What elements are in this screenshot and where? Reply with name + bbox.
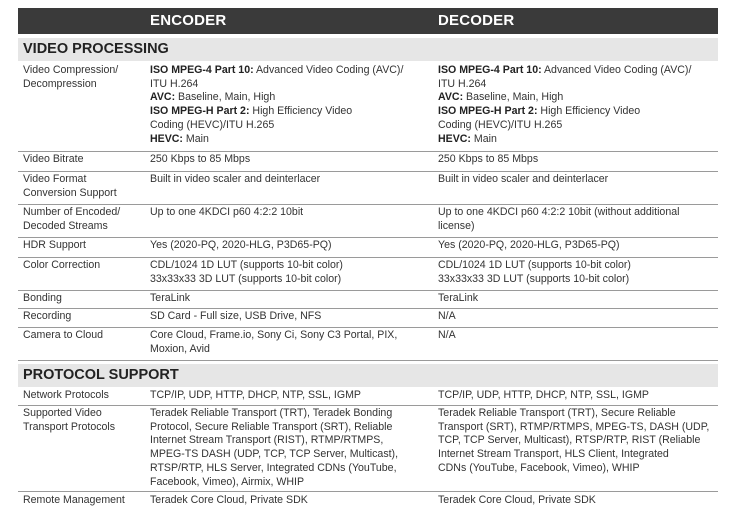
decoder-column-header: DECODER — [438, 12, 515, 29]
bold-term: HEVC: — [438, 132, 471, 145]
decoder-value-cell — [438, 292, 718, 306]
encoder-value-cell — [150, 206, 430, 220]
encoder-value-line: Up to one 4KDCI p60 4:2:2 10bit — [150, 206, 304, 218]
value-text: ITU H.264 — [438, 77, 487, 90]
spec-label-line: Decoded Streams — [23, 219, 108, 232]
decoder-value-cell — [438, 389, 718, 403]
encoder-value-cell — [150, 292, 430, 306]
value-text: Main — [182, 132, 209, 145]
spec-row-streams — [18, 205, 718, 238]
spec-label-line: HDR Support — [23, 239, 86, 251]
bold-term: AVC: — [438, 91, 464, 104]
spec-label-cell — [23, 494, 143, 508]
spec-label-cell — [23, 173, 143, 200]
encoder-value-cell — [150, 407, 430, 489]
spec-label-line: Recording — [23, 310, 72, 322]
spec-label-line: Camera to Cloud — [23, 329, 104, 341]
decoder-value-line: CDL/1024 1D LUT (supports 10-bit color) — [438, 259, 631, 271]
spec-label-line: Remote Management — [23, 494, 125, 506]
decoder-value-cell — [438, 206, 718, 233]
decoder-value-cell — [438, 329, 718, 343]
spec-label-line: Color Correction — [23, 259, 101, 271]
value-text: Baseline, Main, High — [175, 91, 276, 104]
spec-label-cell — [23, 64, 143, 91]
spec-row-format-conversion — [18, 172, 718, 205]
decoder-value-line: Internet Stream Transport, HLS Client, Integrated — [438, 448, 669, 461]
bold-term: ISO MPEG-H Part 2: — [150, 105, 250, 118]
decoder-value-line — [438, 78, 718, 92]
encoder-value-cell — [150, 329, 430, 356]
spec-row-video-bitrate — [18, 152, 718, 172]
spec-label-line: Video Format — [23, 173, 87, 185]
encoder-value-line — [150, 78, 430, 92]
encoder-value-line: TCP/IP, UDP, HTTP, DHCP, NTP, SSL, IGMP — [150, 389, 361, 401]
encoder-value-cell — [150, 259, 430, 286]
decoder-value-line: license) — [438, 219, 475, 232]
encoder-value-line: RTSP/RTP, HLS Server, Integrated CDNs (YouTube, — [150, 461, 397, 474]
spec-label-line: Network Protocols — [23, 389, 109, 401]
decoder-value-line: 33x33x33 3D LUT (supports 10-bit color) — [438, 272, 630, 285]
bold-term: HEVC: — [150, 132, 183, 145]
decoder-value-line — [438, 105, 718, 119]
spec-row-color-correction — [18, 258, 718, 291]
encoder-value-line: MPEG-TS DASH (UDP, TCP, TCP Server, Multicast), — [150, 448, 399, 461]
encoder-value-line: Yes (2020-PQ, 2020-HLG, P3D65-PQ) — [150, 239, 332, 251]
encoder-value-cell — [150, 310, 430, 324]
decoder-value-line: Built in video scaler and deinterlacer — [438, 173, 609, 185]
decoder-value-line: Up to one 4KDCI p60 4:2:2 10bit (without additional — [438, 206, 680, 218]
value-text: High Efficiency Video — [249, 105, 353, 118]
value-text: Baseline, Main, High — [463, 91, 564, 104]
decoder-value-line: TCP/IP, UDP, HTTP, DHCP, NTP, SSL, IGMP — [438, 389, 649, 401]
decoder-value-cell — [438, 494, 718, 508]
decoder-value-line: N/A — [438, 329, 456, 341]
decoder-value-line: Transport (SRT), RTMP/RTMPS, MPEG-TS, DASH (UDP, — [438, 420, 710, 433]
spec-label-line: Supported Video — [23, 407, 102, 419]
value-text: Main — [470, 132, 497, 145]
decoder-value-cell — [438, 64, 718, 146]
decoder-value-line: Yes (2020-PQ, 2020-HLG, P3D65-PQ) — [438, 239, 620, 251]
spec-label-line: Transport Protocols — [23, 420, 116, 433]
encoder-value-line: Protocol, Secure Reliable Transport (SRT), Reliable — [150, 420, 393, 433]
decoder-value-line: N/A — [438, 310, 456, 322]
decoder-value-cell — [438, 310, 718, 324]
spec-label-line: Number of Encoded/ — [23, 206, 121, 218]
encoder-value-cell — [150, 494, 430, 508]
decoder-value-line — [438, 133, 718, 147]
section-title: PROTOCOL SUPPORT — [23, 367, 179, 383]
bold-term: ISO MPEG-4 Part 10: — [438, 64, 542, 76]
spec-label-cell — [23, 389, 143, 403]
encoder-value-line: Moxion, Avid — [150, 342, 210, 355]
encoder-value-line: 33x33x33 3D LUT (supports 10-bit color) — [150, 272, 342, 285]
section-band-video-processing — [18, 38, 718, 61]
decoder-value-cell — [438, 153, 718, 167]
encoder-value-line: Built in video scaler and deinterlacer — [150, 173, 321, 185]
encoder-value-line — [150, 105, 430, 119]
encoder-column-header: ENCODER — [150, 12, 227, 29]
decoder-value-line — [438, 119, 718, 133]
encoder-value-line — [150, 91, 430, 105]
encoder-value-line: Teradek Core Cloud, Private SDK — [150, 494, 308, 506]
section-title: VIDEO PROCESSING — [23, 41, 169, 57]
encoder-value-cell — [150, 64, 430, 146]
value-text: Advanced Video Coding (AVC)/ — [253, 64, 404, 76]
decoder-value-line: TeraLink — [438, 292, 479, 304]
spec-label-cell — [23, 329, 143, 343]
encoder-value-line: Core Cloud, Frame.io, Sony Ci, Sony C3 Portal, PIX, — [150, 329, 398, 341]
decoder-value-line: 250 Kbps to 85 Mbps — [438, 153, 539, 165]
spec-row-remote-management — [18, 493, 718, 514]
spec-label-cell — [23, 292, 143, 306]
spec-row-network-protocols — [18, 388, 718, 406]
bold-term: ISO MPEG-4 Part 10: — [150, 64, 254, 76]
encoder-value-line: CDL/1024 1D LUT (supports 10-bit color) — [150, 259, 343, 271]
encoder-value-line: Internet Stream Transport (RIST), RTMP/RTMPS, — [150, 434, 384, 447]
spec-row-recording — [18, 309, 718, 328]
encoder-value-line: 250 Kbps to 85 Mbps — [150, 153, 251, 165]
section-band-protocol-support — [18, 364, 718, 387]
decoder-value-line: TCP, TCP Server, Multicast), RTSP/RTP, RIST (Reliable — [438, 434, 701, 447]
spec-row-bonding — [18, 291, 718, 309]
column-header-bar — [18, 8, 718, 34]
decoder-value-line: Teradek Core Cloud, Private SDK — [438, 494, 596, 506]
spec-label-line: Bonding — [23, 292, 62, 304]
encoder-value-line: SD Card - Full size, USB Drive, NFS — [150, 310, 322, 322]
decoder-value-line: CDNs (YouTube, Facebook, Vimeo), WHIP — [438, 461, 640, 474]
decoder-value-cell — [438, 239, 718, 253]
encoder-value-line: TeraLink — [150, 292, 191, 304]
encoder-value-cell — [150, 239, 430, 253]
spec-label-line: Video Bitrate — [23, 153, 84, 165]
spec-label-cell — [23, 310, 143, 324]
value-text: ITU H.264 — [150, 77, 199, 90]
spec-label-line: Decompression — [23, 77, 97, 90]
value-text: Coding (HEVC)/ITU H.265 — [150, 118, 275, 131]
spec-label-cell — [23, 206, 143, 233]
spec-label-cell — [23, 407, 143, 434]
encoder-value-line: Facebook, Vimeo), Airmix, WHIP — [150, 475, 305, 488]
decoder-value-cell — [438, 407, 718, 476]
encoder-value-cell — [150, 173, 430, 187]
spec-label-cell — [23, 259, 143, 273]
spec-label-line: Video Compression/ — [23, 64, 119, 76]
decoder-value-line: Teradek Reliable Transport (TRT), Secure Reliable — [438, 407, 676, 419]
decoder-value-cell — [438, 259, 718, 286]
spec-row-hdr-support — [18, 238, 718, 258]
bold-term: ISO MPEG-H Part 2: — [438, 105, 538, 118]
encoder-value-line — [150, 133, 430, 147]
encoder-value-line — [150, 64, 430, 78]
spec-row-video-compression — [18, 63, 718, 152]
encoder-value-cell — [150, 153, 430, 167]
value-text: Advanced Video Coding (AVC)/ — [541, 64, 692, 76]
encoder-value-cell — [150, 389, 430, 403]
encoder-value-line — [150, 119, 430, 133]
value-text: High Efficiency Video — [537, 105, 641, 118]
decoder-value-line — [438, 91, 718, 105]
encoder-value-line: Teradek Reliable Transport (TRT), Teradek Bonding — [150, 407, 393, 419]
bold-term: AVC: — [150, 91, 176, 104]
spec-row-camera-to-cloud — [18, 328, 718, 361]
spec-label-cell — [23, 153, 143, 167]
decoder-value-line — [438, 64, 718, 78]
spec-label-line: Conversion Support — [23, 186, 117, 199]
value-text: Coding (HEVC)/ITU H.265 — [438, 118, 563, 131]
spec-row-transport-protocols — [18, 406, 718, 492]
decoder-value-cell — [438, 173, 718, 187]
spec-label-cell — [23, 239, 143, 253]
